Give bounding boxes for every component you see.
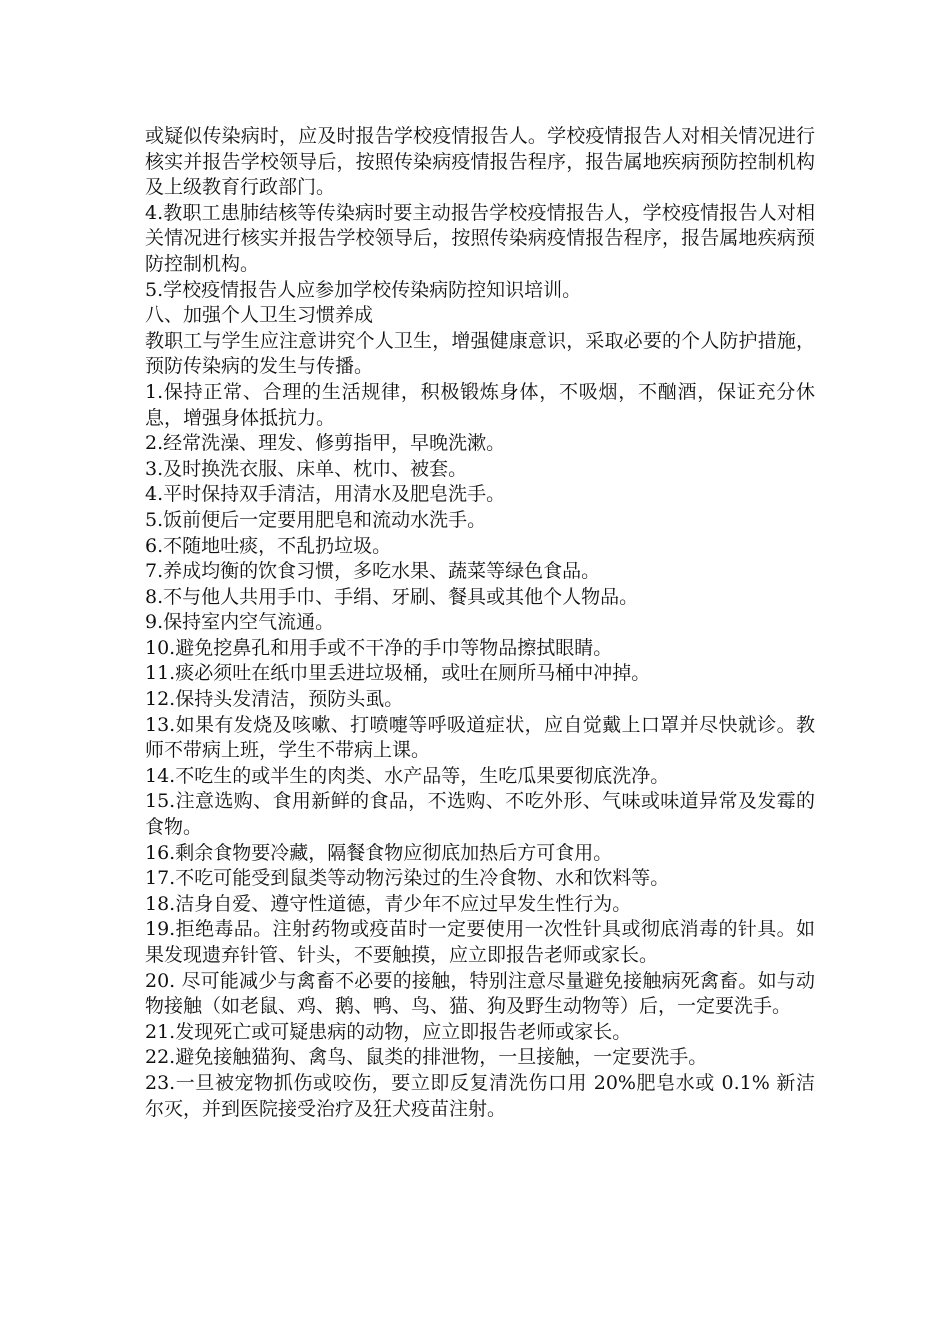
list-item-6: 6.不随地吐痰，不乱扔垃圾。 [145,534,392,557]
list-item-10: 10.避免挖鼻孔和用手或不干净的手巾等物品擦拭眼睛。 [145,636,613,659]
list-item-2: 2.经常洗澡、理发、修剪指甲，早晚洗漱。 [145,432,506,455]
document-body [145,124,815,1122]
list-item-12: 12.保持头发清洁，预防头虱。 [145,688,404,711]
list-item-22: 22.避免接触猫狗、禽鸟、鼠类的排泄物，一旦接触，一定要洗手。 [145,1046,708,1069]
list-item-4: 4.平时保持双手清洁，用清水及肥皂洗手。 [145,483,506,506]
list-item-16: 16.剩余食物要冷藏，隔餐食物应彻底加热后方可食用。 [145,841,613,864]
paragraph-item-4-staff-report: 4.教职工患肺结核等传染病时要主动报告学校疫情报告人，学校疫情报告人对相关情况进行核实并报告学校领导后，按照传染病疫情报告程序，报告属地疾病预防控制机构。 [145,201,815,275]
list-item-19: 19.拒绝毒品。注射药物或疫苗时一定要使用一次性针具或彻底消毒的针具。如果发现遗弃针管、针头，不要触摸，应立即报告老师或家长。 [145,918,815,966]
list-item-3: 3.及时换洗衣服、床单、枕巾、被套。 [145,457,468,480]
list-item-17: 17.不吃可能受到鼠类等动物污染过的生冷食物、水和饮料等。 [145,867,670,890]
list-item-1: 1.保持正常、合理的生活规律，积极锻炼身体，不吸烟，不酗酒，保证充分休息，增强身体抵抗力。 [145,380,815,429]
paragraph-item-5-training: 5.学校疫情报告人应参加学校传染病防控知识培训。 [145,278,582,301]
list-item-7: 7.养成均衡的饮食习惯，多吃水果、蔬菜等绿色食品。 [145,560,601,583]
list-item-14: 14.不吃生的或半生的肉类、水产品等，生吃瓜果要彻底洗净。 [145,764,670,787]
list-item-11: 11.痰必须吐在纸巾里丢进垃圾桶，或吐在厕所马桶中冲掉。 [145,662,651,685]
paragraph-hygiene-intro: 教职工与学生应注意讲究个人卫生，增强健康意识，采取必要的个人防护措施，预防传染病的发生与传播。 [145,329,815,378]
list-item-18: 18.洁身自爱、遵守性道德，青少年不应过早发生性行为。 [145,892,632,915]
list-item-8: 8.不与他人共用手巾、手绢、牙刷、餐具或其他个人物品。 [145,585,639,608]
list-item-9: 9.保持室内空气流通。 [145,611,335,634]
list-item-13: 13.如果有发烧及咳嗽、打喷嚏等呼吸道症状，应自觉戴上口罩并尽快就诊。教师不带病上班，学生不带病上课。 [145,713,815,762]
list-item-5: 5.饭前便后一定要用肥皂和流动水洗手。 [145,508,487,531]
paragraph-report-continued: 或疑似传染病时，应及时报告学校疫情报告人。学校疫情报告人对相关情况进行核实并报告学校领导后，按照传染病疫情报告程序，报告属地疾病预防控制机构及上级教育行政部门。 [145,125,815,199]
list-item-23: 23.一旦被宠物抓伤或咬伤，要立即反复清洗伤口用 20%肥皂水或 0.1% 新洁尔灭，并到医院接受治疗及狂犬疫苗注射。 [145,1071,815,1120]
section-heading-8: 八、加强个人卫生习惯养成 [145,304,374,327]
list-item-15: 15.注意选购、食用新鲜的食品，不选购、不吃外形、气味或味道异常及发霉的食物。 [145,790,815,839]
list-item-21: 21.发现死亡或可疑患病的动物，应立即报告老师或家长。 [145,1020,632,1043]
list-item-20: 20. 尽可能减少与禽畜不必要的接触，特别注意尽量避免接触病死禽畜。如与动物接触（如老鼠、鸡、鹅、鸭、鸟、猫、狗及野生动物等）后，一定要洗手。 [145,969,815,1018]
